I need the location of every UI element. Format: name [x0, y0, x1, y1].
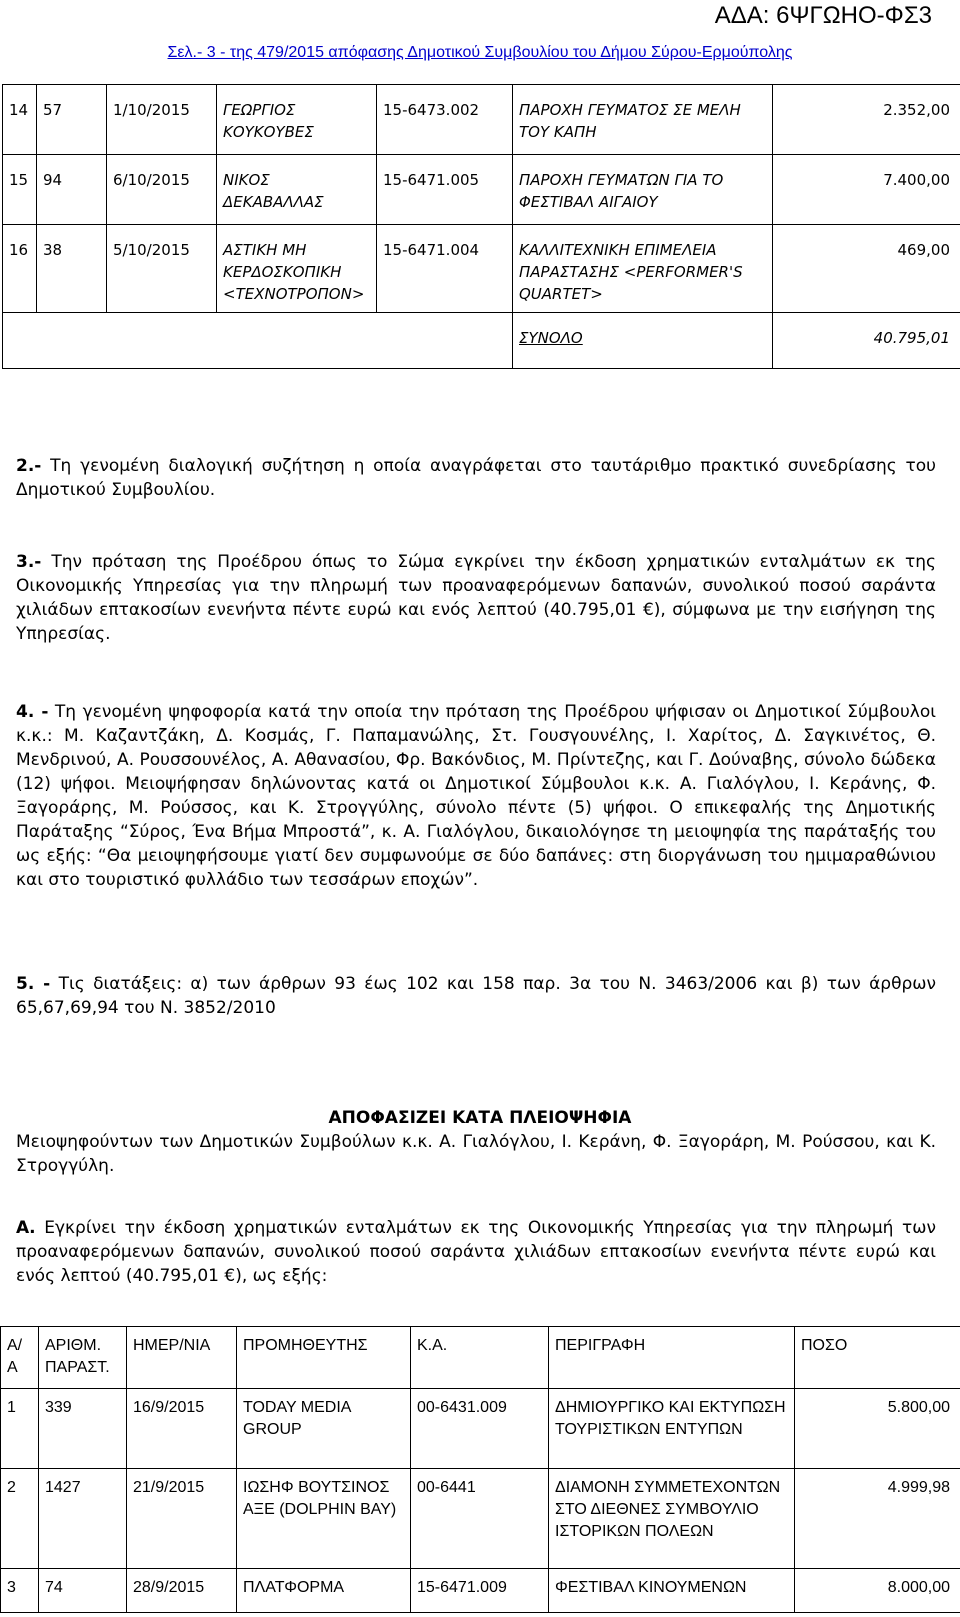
- row-ka: 15-6471.009: [411, 1569, 549, 1613]
- table-row: [1, 1389, 960, 1469]
- paragraph-number: 5. -: [16, 974, 51, 994]
- row-amount: 5.800,00: [795, 1389, 960, 1469]
- row-desc: ΦΕΣΤΙΒΑΛ ΚΙΝΟΥΜΕΝΩΝ: [549, 1569, 795, 1613]
- row-ka: 15-6471.005: [377, 155, 513, 225]
- row-supplier: ΙΩΣΗΦ ΒΟΥΤΣΙΝΟΣ ΑΞΕ (DOLPHIN BAY): [237, 1469, 411, 1569]
- row-date: 1/10/2015: [107, 85, 217, 155]
- row-desc: ΔΙΑΜΟΝΗ ΣΥΜΜΕΤΕΧΟΝΤΩΝ ΣΤΟ ΔΙΕΘΝΕΣ ΣΥΜΒΟΥΛΙΟ ΙΣΤΟΡΙΚΩΝ ΠΟΛΕΩΝ: [549, 1469, 795, 1569]
- header-aa: Α/ Α: [1, 1327, 39, 1389]
- row-aa: 3: [1, 1569, 39, 1613]
- row-date: 21/9/2015: [127, 1469, 237, 1569]
- page-header: Σελ.- 3 - της 479/2015 απόφασης Δημοτικού Συμβουλίου του Δήμου Σύρου-Ερμούπολης: [167, 44, 793, 61]
- row-ka: 15-6473.002: [377, 85, 513, 155]
- decision-title: ΑΠΟΦΑΣΙΖΕΙ ΚΑΤΑ ΠΛΕΙΟΨΗΦΙΑ: [328, 1108, 632, 1128]
- total-label-cell: [513, 313, 773, 369]
- table-row: [3, 85, 960, 155]
- row-aa: 16: [3, 225, 37, 313]
- ada-code: ΑΔΑ: 6ΨΓΩΗΟ-ΦΣ3: [714, 2, 932, 29]
- row-amount: 469,00: [773, 225, 960, 313]
- expenses-table-continued: [2, 84, 960, 369]
- paragraph-text: Τη γενομένη διαλογική συζήτηση η οποία αναγράφεται στο ταυτάριθμο πρακτικό συνεδρίασης του Δημοτικού Συμβουλίου.: [16, 456, 936, 500]
- paragraph-3: [16, 550, 936, 646]
- minority-statement: Μειοψηφούντων των Δημοτικών Συμβούλων κ.κ. Α. Γιαλόγλου, Ι. Κεράνη, Φ. Ξαγοράρη, Μ. Ρούσσου, και Κ. Στρογγύλη.: [16, 1132, 936, 1176]
- row-ar: 74: [39, 1569, 127, 1613]
- total-row: [3, 313, 960, 369]
- row-ar: 94: [37, 155, 107, 225]
- header-desc: ΠΕΡΙΓΡΑΦΗ: [549, 1327, 795, 1389]
- header-ar: ΑΡΙΘΜ. ΠΑΡΑΣΤ.: [39, 1327, 127, 1389]
- header-date: ΗΜΕΡ/ΝΙΑ: [127, 1327, 237, 1389]
- total-label: ΣΥΝΟΛΟ: [519, 329, 583, 347]
- paragraph-text: Εγκρίνει την έκδοση χρηματικών ενταλμάτων εκ της Οικονομικής Υπηρεσίας για την πληρωμή των προαναφερόμενων δαπανών, συνολικού ποσού σαράντα χιλιάδων επτακοσίων ενενήντα πέντε ευρώ και ενός λεπτού (40.795,01 €), ως εξής:: [16, 1218, 936, 1286]
- row-ka: 00-6441: [411, 1469, 549, 1569]
- table-row: [3, 155, 960, 225]
- paragraph-2: [16, 454, 936, 502]
- table-row: [3, 225, 960, 313]
- row-amount: 8.000,00: [795, 1569, 960, 1613]
- total-amount: 40.795,01: [773, 313, 960, 369]
- row-supplier: ΑΣΤΙΚΗ ΜΗ ΚΕΡΔΟΣΚΟΠΙΚΗ <ΤΕΧΝΟΤΡΟΠΟΝ>: [217, 225, 377, 313]
- row-ar: 339: [39, 1389, 127, 1469]
- header-amount: ΠΟΣΟ: [795, 1327, 960, 1389]
- row-ka: 00-6431.009: [411, 1389, 549, 1469]
- row-aa: 1: [1, 1389, 39, 1469]
- paragraph-number: 4. -: [16, 702, 49, 722]
- row-date: 28/9/2015: [127, 1569, 237, 1613]
- row-date: 5/10/2015: [107, 225, 217, 313]
- row-desc: ΚΑΛΛΙΤΕΧΝΙΚΗ ΕΠΙΜΕΛΕΙΑ ΠΑΡΑΣΤΑΣΗΣ <PERFORMER'S QUARTET>: [513, 225, 773, 313]
- row-aa: 2: [1, 1469, 39, 1569]
- row-amount: 2.352,00: [773, 85, 960, 155]
- paragraph-text: Την πρόταση της Προέδρου όπως το Σώμα εγκρίνει την έκδοση χρηματικών ενταλμάτων εκ της Οικονομικής Υπηρεσίας για την πληρωμή των προαναφερόμενων δαπανών, συνολικού ποσού σαράντα χιλιάδων επτακοσίων ενενήντα πέντε ευρώ και ενός λεπτού (40.795,01 €), σύμφωνα με την εισήγηση της Υπηρεσίας.: [16, 552, 936, 644]
- row-desc: ΔΗΜΙΟΥΡΓΙΚΟ ΚΑΙ ΕΚΤΥΠΩΣΗ ΤΟΥΡΙΣΤΙΚΩΝ ΕΝΤΥΠΩΝ: [549, 1389, 795, 1469]
- row-date: 6/10/2015: [107, 155, 217, 225]
- row-aa: 14: [3, 85, 37, 155]
- header-ka: Κ.Α.: [411, 1327, 549, 1389]
- paragraph-text: Τις διατάξεις: α) των άρθρων 93 έως 102 και 158 παρ. 3α του Ν. 3463/2006 και β) των άρθρων 65,67,69,94 του Ν. 3852/2010: [16, 974, 937, 1018]
- row-supplier: ΠΛΑΤΦΟΡΜΑ: [237, 1569, 411, 1613]
- table-row: [1, 1469, 960, 1569]
- row-amount: 4.999,98: [795, 1469, 960, 1569]
- total-spacer: [3, 313, 513, 369]
- row-date: 16/9/2015: [127, 1389, 237, 1469]
- paragraph-text: Τη γενομένη ψηφοφορία κατά την οποία την πρόταση της Προέδρου ψήφισαν οι Δημοτικοί Σύμβουλοι κ.κ.: Μ. Καζαντζάκη, Δ. Κοσμάς, Γ. Παπαμανώλης, Στ. Γουσγουνέλης, Ι. Χαρίτος, Δ. Σαγκινέτος, Θ. Μενδρινού, Α. Ρουσσουνέλος, Α. Αθανασίου, Φρ. Βακόνδιος, Μ. Πρίντεζης, και Γ. Δούναβης, σύνολο δώδεκα (12) ψήφοι. Μειοψήφησαν δηλώνοντας κατά οι Δημοτικοί Σύμβουλοι κ.κ. Α. Γιαλόγλου, Ι. Κεράνης, Φ. Ξαγοράρης, Μ. Ρούσσος, και Κ. Στρογγύλης, σύνολο πέντε (5) ψήφοι. Ο επικεφαλής της Δημοτικής Παράταξης “Σύρος, Ένα Βήμα Μπροστά”, κ. Α. Γιαλόγλου, δικαιολόγησε τη μειοψηφία της παράταξής του ως εξής: “Θα μειοψηφήσουμε γιατί δεν συμφωνούμε σε δύο δαπάνες: στη διοργάνωση του ημιμαραθώνιου και στο τουριστικό φυλλάδιο των τεσσάρων εποχών”.: [16, 702, 936, 890]
- paragraph-number: 2.-: [16, 456, 42, 476]
- paragraph-number: Α.: [16, 1218, 36, 1238]
- paragraph-5: [16, 972, 936, 1020]
- payment-orders-table: [0, 1326, 960, 1613]
- row-supplier: ΝΙΚΟΣ ΔΕΚΑΒΑΛΛΑΣ: [217, 155, 377, 225]
- row-desc: ΠΑΡΟΧΗ ΓΕΥΜΑΤΩΝ ΓΙΑ ΤΟ ΦΕΣΤΙΒΑΛ ΑΙΓΑΙΟΥ: [513, 155, 773, 225]
- row-ar: 57: [37, 85, 107, 155]
- row-supplier: ΓΕΩΡΓΙΟΣ ΚΟΥΚΟΥΒΕΣ: [217, 85, 377, 155]
- row-ar: 1427: [39, 1469, 127, 1569]
- row-amount: 7.400,00: [773, 155, 960, 225]
- paragraph-number: 3.-: [16, 552, 42, 572]
- paragraph-a: [16, 1216, 936, 1288]
- row-ar: 38: [37, 225, 107, 313]
- table-row: [1, 1569, 960, 1613]
- paragraph-4: [16, 700, 936, 892]
- row-supplier: TODAY MEDIA GROUP: [237, 1389, 411, 1469]
- table-header-row: [1, 1327, 960, 1389]
- row-desc: ΠΑΡΟΧΗ ΓΕΥΜΑΤΟΣ ΣΕ ΜΕΛΗ ΤΟΥ ΚΑΠΗ: [513, 85, 773, 155]
- row-aa: 15: [3, 155, 37, 225]
- row-ka: 15-6471.004: [377, 225, 513, 313]
- header-supplier: ΠΡΟΜΗΘΕΥΤΗΣ: [237, 1327, 411, 1389]
